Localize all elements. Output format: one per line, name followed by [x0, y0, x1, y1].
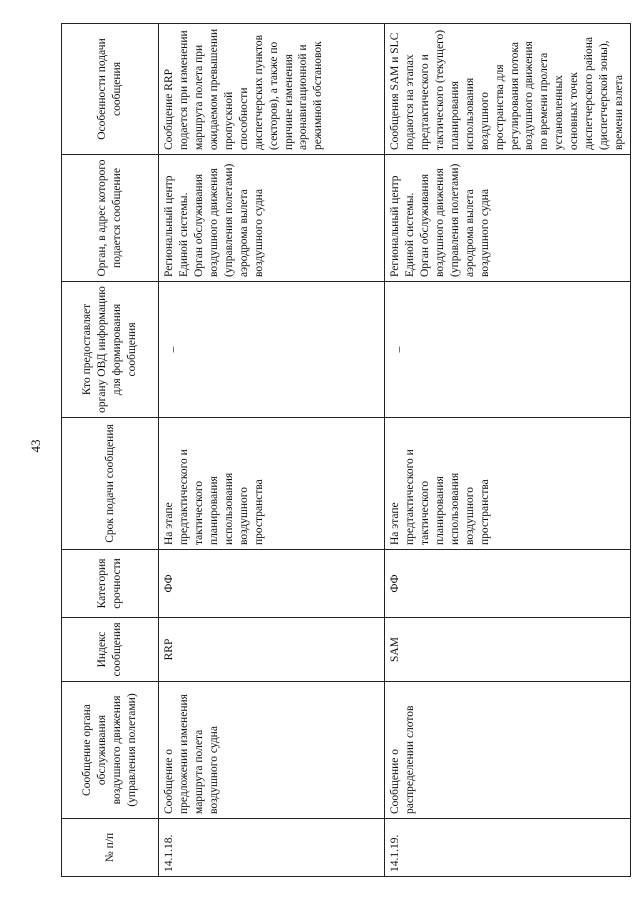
row-category: ФФ	[159, 550, 385, 618]
row-notes: Сообщение RRP подается при изменении маршрута полета при ожидаемом превышении пропускной способности диспетчерских пунктов (секторов), а также по причине изменения аэронавигационной и режимной обстановок	[159, 24, 385, 155]
table-row	[159, 24, 385, 877]
row-recipient-primary: Региональный центр Единой системы.	[163, 175, 190, 277]
header-cell-provider: Кто предоставляет органу ОВД информацию для формирования сообщения	[62, 282, 159, 418]
rotated-table-area	[61, 24, 626, 877]
row-category: ФФ	[385, 550, 631, 618]
row-recipient	[385, 155, 631, 282]
header-cell-notes: Особенности подачи сообщения	[62, 24, 159, 155]
header-cell-number: № п/п	[62, 819, 159, 877]
row-deadline: На этапе предтактического и тактического планирования использования воздушного пространства	[385, 418, 631, 550]
rotated-table-inner	[61, 24, 626, 877]
row-recipient-secondary: Орган обслуживания воздушного движения (управления полетами) аэродрома вылета воздушного судна	[192, 163, 265, 277]
row-provider-value: –	[393, 346, 405, 353]
row-deadline: На этапе предтактического и тактического планирования использования воздушного пространства	[159, 418, 385, 550]
row-provider	[385, 282, 631, 418]
row-number: 14.1.19.	[385, 819, 631, 877]
row-message: Сообщение о предложении изменения маршрута полета воздушного судна	[159, 682, 385, 819]
row-recipient-primary: Региональный центр Единой системы.	[389, 175, 416, 277]
row-index: RRP	[159, 618, 385, 682]
row-recipient	[159, 155, 385, 282]
row-provider-value: –	[167, 346, 179, 353]
row-number: 14.1.18.	[159, 819, 385, 877]
row-message: Сообщение о распределении слотов	[385, 682, 631, 819]
header-cell-category: Категория срочности	[62, 550, 159, 618]
messages-table	[61, 23, 631, 877]
header-cell-deadline: Срок подачи сообщения	[62, 418, 159, 550]
row-recipient-secondary: Орган обслуживания воздушного движения (управления полетами) аэродрома вылета воздушного судна	[418, 163, 491, 277]
page-number: 43	[28, 439, 43, 453]
header-row	[62, 24, 159, 877]
header-cell-message: Сообщение органа обслуживания воздушного движения (управления полетами)	[62, 682, 159, 819]
table-row	[385, 24, 631, 877]
row-index: SAM	[385, 618, 631, 682]
header-cell-index: Индекс сообщения	[62, 618, 159, 682]
row-notes: Сообщения SAM и SLC подаются на этапах предтактического и тактического (текущего) планирования использования воздушного пространства для регулирования потока воздушного движения по времени пролета установленных основных точек диспетчерского района (диспетчерской зоны), времени взлета	[385, 24, 631, 155]
header-cell-recipient: Орган, в адрес которого подается сообщение	[62, 155, 159, 282]
row-provider	[159, 282, 385, 418]
